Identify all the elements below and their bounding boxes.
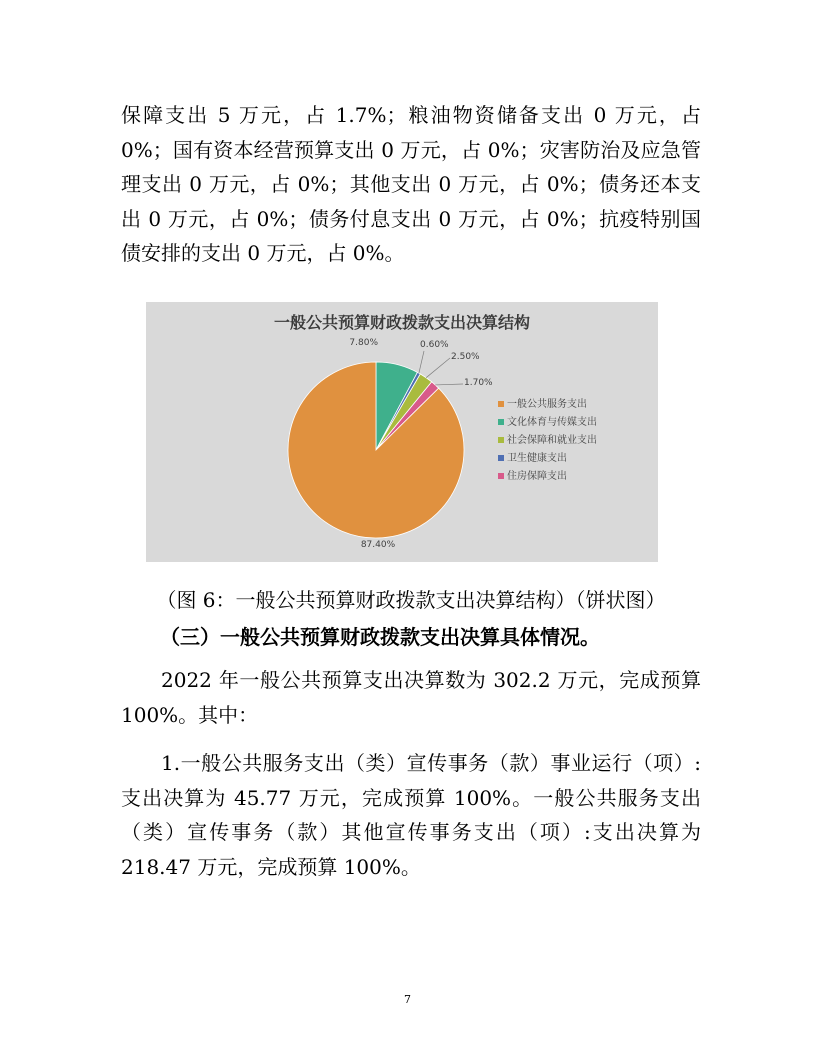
leader-line-3	[419, 351, 424, 373]
leader-line-2	[426, 358, 450, 378]
legend-label-0: 一般公共服务支出	[507, 399, 587, 410]
legend-swatch-3	[498, 455, 504, 461]
section-heading: （三）一般公共预算财政拨款支出决算具体情况。	[160, 625, 600, 649]
data-label-1: 7.80%	[349, 338, 378, 348]
chart-title: 一般公共预算财政拨款支出决算结构	[273, 313, 530, 332]
data-label-3: 0.60%	[420, 340, 449, 350]
paragraph-expenditure-shares: 保障支出 5 万元，占 1.7%；粮油物资储备支出 0 万元，占 0%；国有资本经营预算支出 0 万元，占 0%；灾害防治及应急管理支出 0 万元，占 0%；其他支出 0 万元，占 0%；债务还本支出 0 万元，占 0%；债务付息支出 0 万元，占 0%；抗疫特别国债安排的支出 0 万元，占 0%。	[121, 103, 701, 265]
legend-swatch-2	[498, 437, 504, 443]
legend-swatch-1	[498, 419, 504, 425]
data-label-2: 2.50%	[451, 352, 480, 362]
page-number: 7	[404, 993, 411, 1006]
legend-label-4: 住房保障支出	[507, 471, 567, 482]
legend-label-3: 卫生健康支出	[507, 453, 567, 464]
data-label-0: 87.40%	[360, 540, 396, 550]
pie-chart	[146, 302, 658, 562]
legend-label-2: 社会保障和就业支出	[507, 435, 597, 446]
figure-caption: （图 6：一般公共预算财政拨款支出决算结构）（饼状图）	[156, 588, 666, 612]
legend-swatch-0	[498, 401, 504, 407]
pie-svg	[146, 302, 658, 562]
legend-swatch-4	[498, 473, 504, 479]
leader-line-4	[435, 384, 463, 385]
data-label-4: 1.70%	[464, 378, 493, 388]
paragraph-item-1: 1.一般公共服务支出（类）宣传事务（款）事业运行（项）: 支出决算为 45.77 万元，完成预算 100%。一般公共服务支出（类）宣传事务（款）其他宣传事务支出（项）:支出决算为 218.47 万元，完成预算 100%。	[121, 751, 701, 879]
legend-label-1: 文化体育与传媒支出	[507, 417, 597, 428]
paragraph-summary: 2022 年一般公共预算支出决算数为 302.2 万元，完成预算 100%。其中：	[121, 668, 701, 727]
